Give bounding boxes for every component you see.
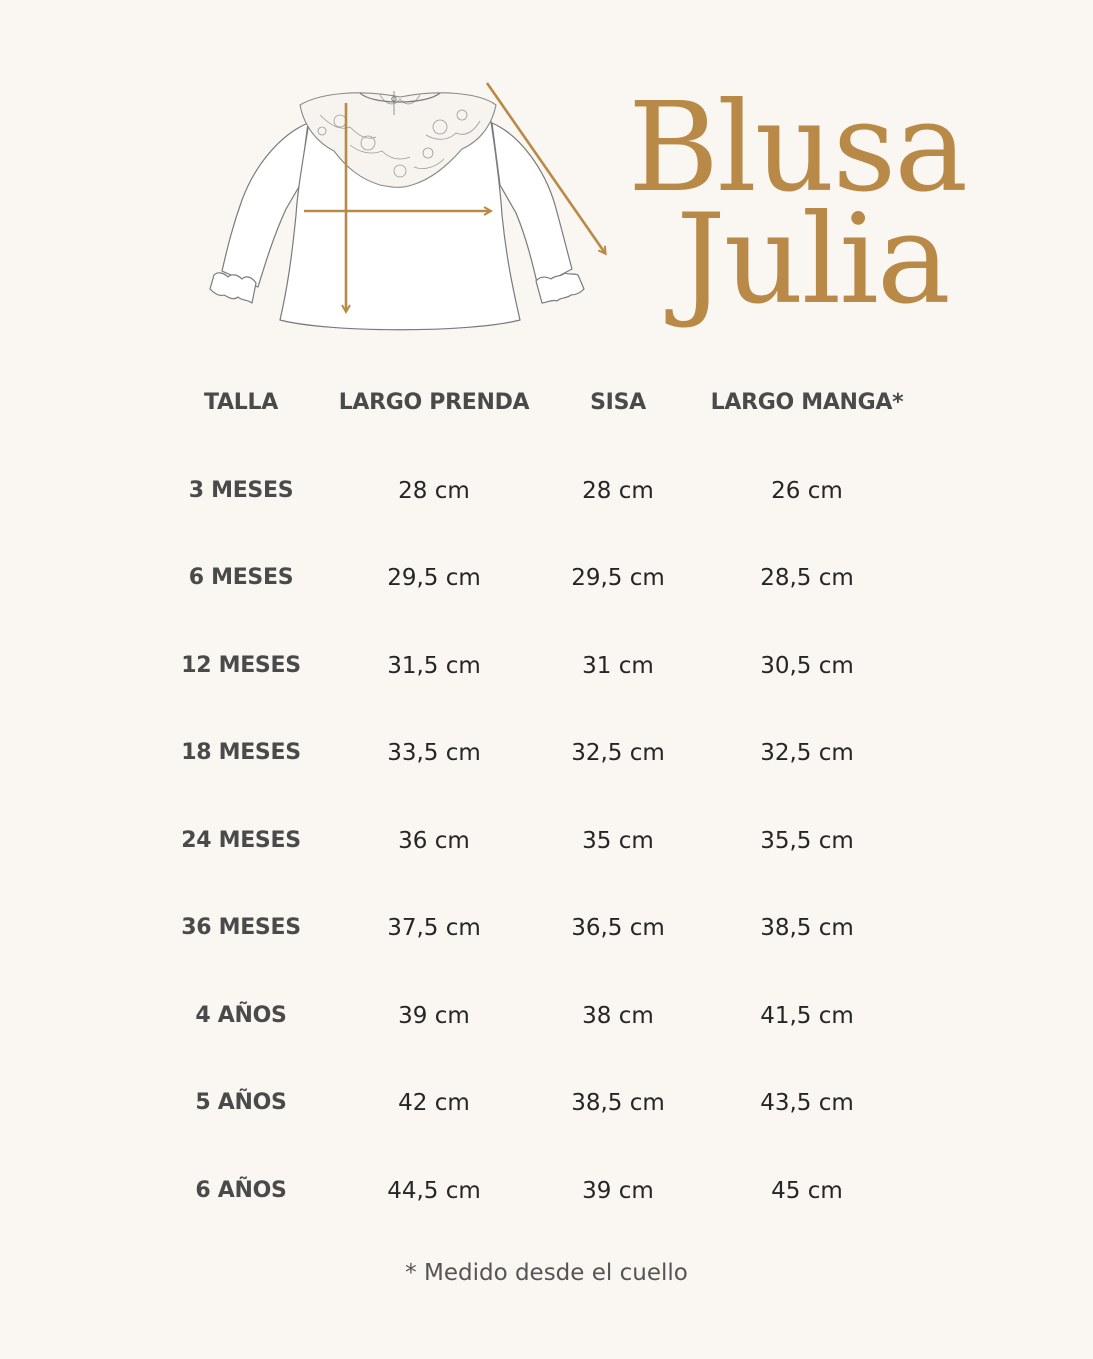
largo-manga-value: 45 cm (771, 1178, 843, 1204)
product-title (628, 76, 967, 332)
size-label: 3 MESES (188, 478, 294, 503)
largo-prenda-value: 42 cm (398, 1090, 470, 1116)
largo-prenda-value: 39 cm (398, 1003, 470, 1029)
header-sisa: SISA (590, 390, 646, 415)
size-label: 5 AÑOS (195, 1090, 287, 1115)
table-row (0, 1178, 1093, 1212)
size-label: 12 MESES (181, 653, 301, 678)
largo-manga-value: 35,5 cm (760, 828, 854, 854)
largo-manga-value: 41,5 cm (760, 1003, 854, 1029)
table-row (0, 828, 1093, 862)
largo-prenda-value: 28 cm (398, 478, 470, 504)
footnote: * Medido desde el cuello (405, 1260, 688, 1286)
largo-prenda-value: 29,5 cm (387, 565, 481, 591)
product-title-line1: Blusa (628, 76, 967, 220)
sisa-value: 38 cm (582, 1003, 654, 1029)
sisa-value: 35 cm (582, 828, 654, 854)
size-label: 4 AÑOS (195, 1003, 287, 1028)
sisa-value: 39 cm (582, 1178, 654, 1204)
largo-prenda-value: 44,5 cm (387, 1178, 481, 1204)
header-talla: TALLA (204, 390, 278, 415)
size-label: 24 MESES (181, 828, 301, 853)
sisa-value: 38,5 cm (571, 1090, 665, 1116)
largo-prenda-value: 37,5 cm (387, 915, 481, 941)
size-label: 18 MESES (181, 740, 301, 765)
product-title-line2: Julia (676, 188, 949, 332)
sisa-value: 31 cm (582, 653, 654, 679)
largo-prenda-value: 31,5 cm (387, 653, 481, 679)
sisa-value: 28 cm (582, 478, 654, 504)
table-header-row (0, 390, 1093, 424)
largo-manga-value: 32,5 cm (760, 740, 854, 766)
table-row (0, 478, 1093, 512)
sisa-value: 32,5 cm (571, 740, 665, 766)
largo-manga-value: 28,5 cm (760, 565, 854, 591)
table-row (0, 740, 1093, 774)
largo-manga-value: 30,5 cm (760, 653, 854, 679)
table-row (0, 915, 1093, 949)
largo-manga-value: 38,5 cm (760, 915, 854, 941)
size-label: 36 MESES (181, 915, 301, 940)
sisa-value: 36,5 cm (571, 915, 665, 941)
blouse-illustration (200, 75, 620, 340)
largo-prenda-value: 33,5 cm (387, 740, 481, 766)
size-label: 6 MESES (188, 565, 294, 590)
table-row (0, 1090, 1093, 1124)
largo-prenda-value: 36 cm (398, 828, 470, 854)
table-row (0, 1003, 1093, 1037)
size-label: 6 AÑOS (195, 1178, 287, 1203)
sisa-value: 29,5 cm (571, 565, 665, 591)
table-row (0, 653, 1093, 687)
largo-manga-value: 26 cm (771, 478, 843, 504)
table-row (0, 565, 1093, 599)
header-largo-prenda: LARGO PRENDA (338, 390, 530, 415)
largo-manga-value: 43,5 cm (760, 1090, 854, 1116)
header-largo-manga: LARGO MANGA* (710, 390, 904, 415)
